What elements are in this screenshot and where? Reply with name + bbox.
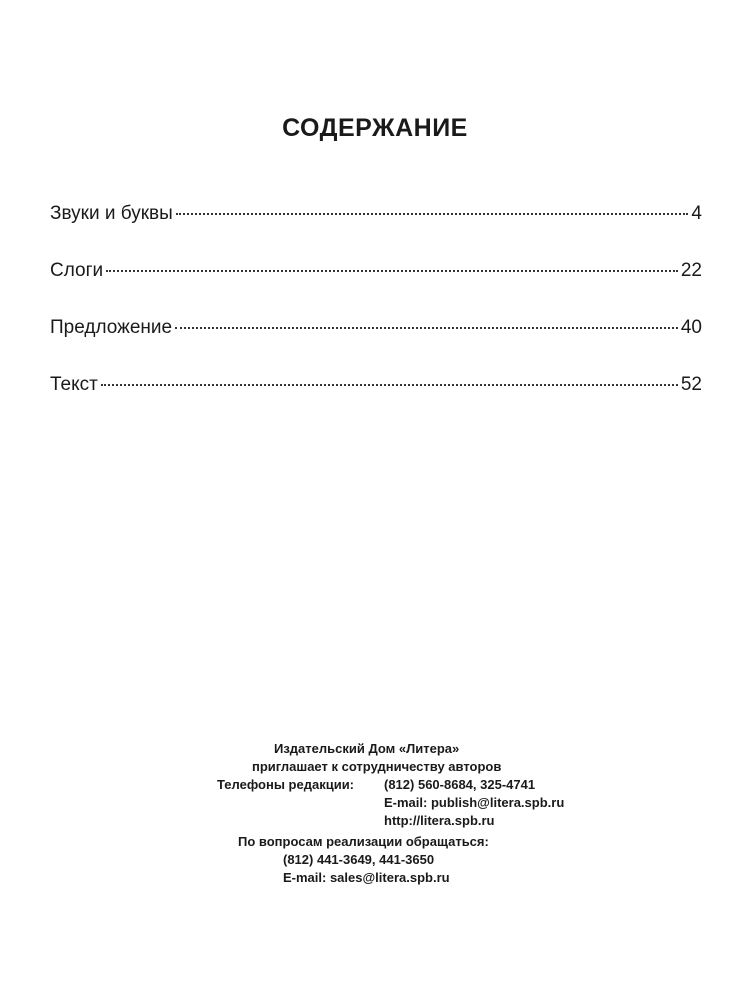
toc-entry-label: Слоги	[50, 260, 104, 281]
editorial-email: E-mail: publish@litera.spb.ru	[384, 795, 565, 810]
toc-entry-label: Предложение	[50, 317, 173, 338]
toc-title: СОДЕРЖАНИЕ	[282, 114, 468, 142]
dot-leader	[176, 212, 689, 215]
publisher-name: Издательский Дом «Литера»	[274, 741, 460, 756]
toc-entry	[50, 257, 702, 314]
toc-entry	[50, 200, 702, 257]
toc-entry-label: Текст	[50, 374, 98, 395]
toc-list	[50, 200, 702, 428]
phones-label: Телефоны редакции:	[217, 777, 355, 792]
sales-phones: (812) 441-3649, 441-3650	[283, 852, 435, 867]
website-link: http://litera.spb.ru	[384, 813, 495, 828]
toc-entry-page: 22	[680, 260, 702, 281]
toc-entry-label: Звуки и буквы	[50, 203, 173, 224]
editorial-phones: (812) 560-8684, 325-4741	[384, 777, 536, 792]
dot-leader	[175, 326, 678, 329]
sales-email: E-mail: sales@litera.spb.ru	[283, 870, 450, 885]
sales-heading: По вопросам реализации обращаться:	[238, 834, 489, 849]
toc-entry	[50, 371, 702, 428]
toc-entry-page: 4	[691, 203, 702, 224]
toc-entry-page: 52	[680, 374, 702, 395]
author-invitation: приглашает к сотрудничеству авторов	[252, 759, 502, 774]
dot-leader	[101, 383, 678, 386]
toc-entry-page: 40	[680, 317, 702, 338]
dot-leader	[106, 269, 678, 272]
toc-entry	[50, 314, 702, 371]
